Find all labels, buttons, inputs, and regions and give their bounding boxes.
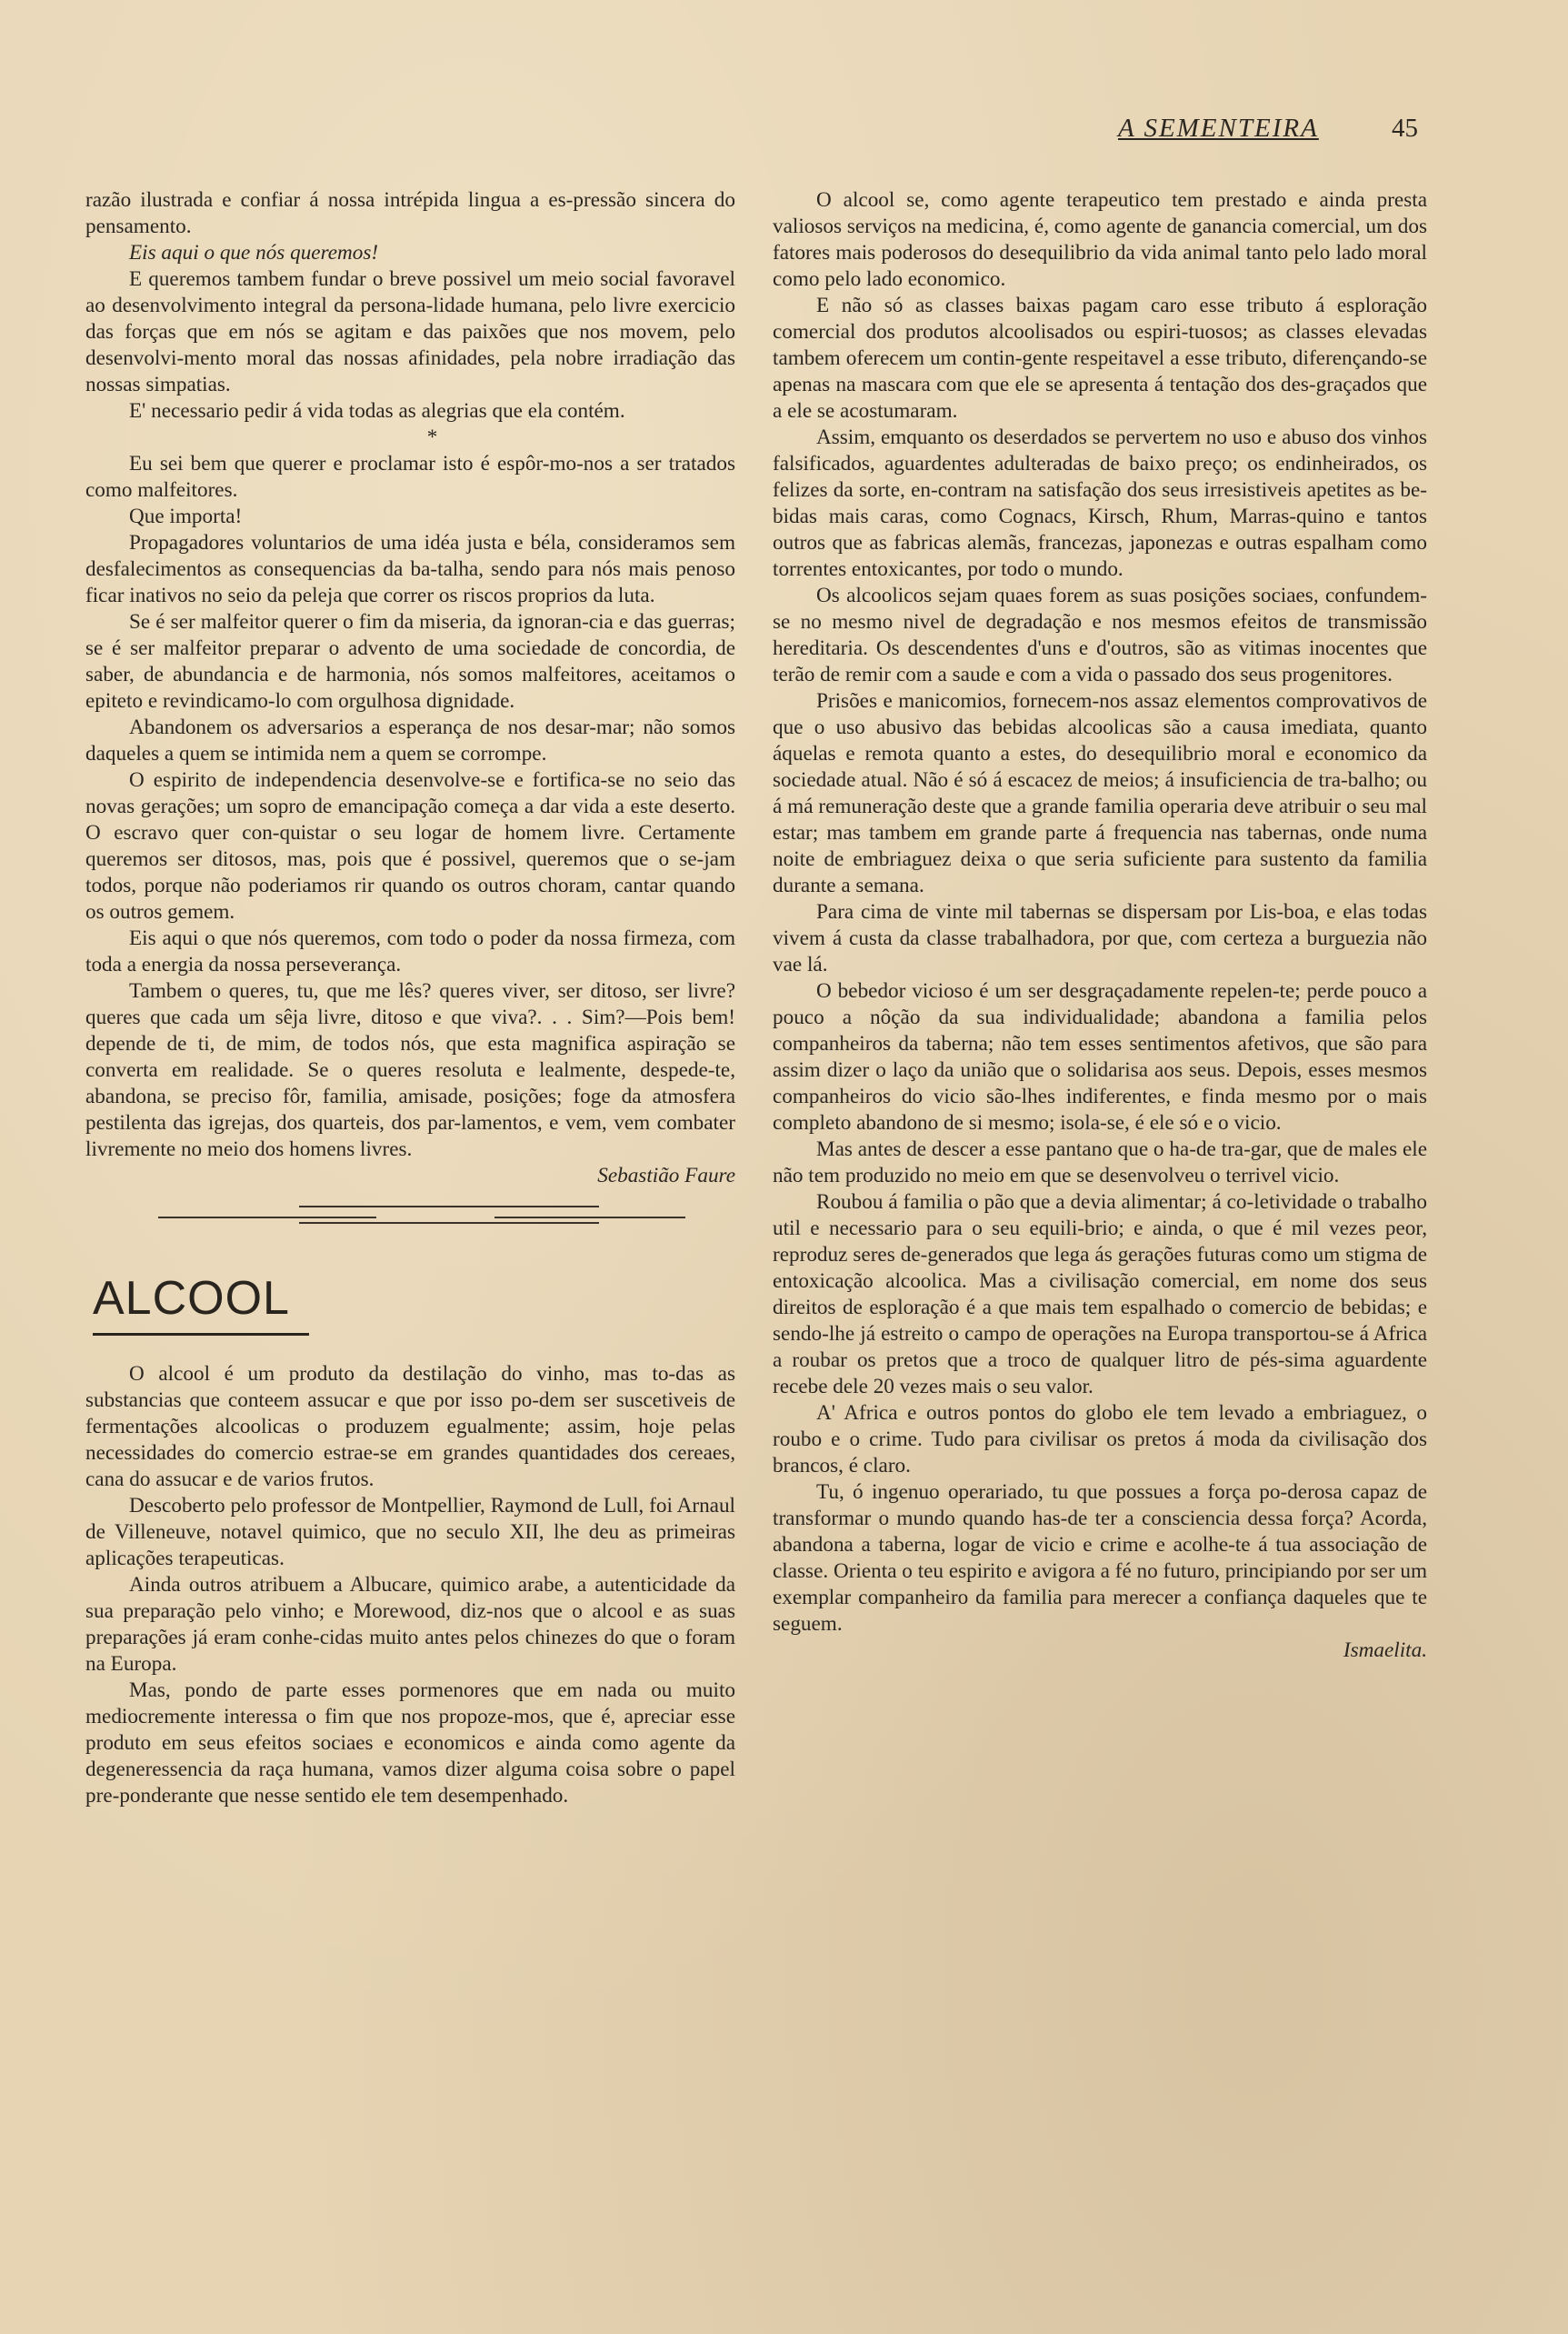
- section-separator: *: [426, 426, 438, 449]
- paragraph: Propagadores voluntarios de uma idéa justa e béla, consideramos sem desfalecimentos as consequencias da ba-talha, sendo para nós mais penoso ficar inativos no seio da peleja que correr os riscos proprios da luta.: [85, 531, 735, 607]
- paragraph: O espirito de independencia desenvolve-se e fortifica-se no seio das novas gerações; um sopro de emancipação começa a dar vida a este deserto. O escravo quer con-quistar o seu logar de homem livre. Certamente queremos ser ditosos, mas, pois que é possivel, queremos que o se-jam todos, porque não poderiamos rir quando os outros choram, cantar quando os outros gemem.: [85, 768, 735, 924]
- paragraph: Eis aqui o que nós queremos, com todo o poder da nossa firmeza, com toda a energia da nossa perseverança.: [85, 927, 735, 977]
- paragraph: E queremos tambem fundar o breve possivel um meio social favoravel ao desenvolvimento integral da persona-lidade humana, pelo livre exercicio das forças que em nós se agitam e das paixões que nos movem, pelo desenvolvi-mento moral das nossas afinidades, pela nobre irradiação das nossas simpatias.: [85, 267, 735, 396]
- page-header: [1118, 107, 1418, 144]
- paragraph: Eis aqui o que nós queremos!: [129, 241, 379, 265]
- paragraph: Que importa!: [129, 505, 243, 528]
- journal-title: A SEMENTEIRA: [1118, 114, 1319, 143]
- paragraph: O bebedor vicioso é um ser desgraçadamente repelen-te; perde pouco a pouco a nôção da sua individualidade; abandona a familia pelos companheiros da taberna; não tem esses sentimentos afetivos, que são para assim dizer o laço da união que o solidarisa aos seus. Depois, esses mesmos companheiros do vicio são-lhes indiferentes, e finda mesmo por o mais completo abandono de si mesmo; isola-se, é ele só e o vicio.: [773, 979, 1427, 1135]
- left-column: [85, 187, 735, 1809]
- author-signature: Sebastião Faure: [597, 1164, 735, 1187]
- paragraph: Prisões e manicomios, fornecem-nos assaz elementos comprovativos de que o uso abusivo das bebidas alcoolicas são a causa imediata, quanto áquelas e remota quanto a estes, do desequilibrio moral e economico da sociedade atual. Não é só á escacez de meios; á insuficiencia de tra-balho; ou á má remuneração deste que a grande familia operaria deve atribuir o seu mal estar; mas tambem em grande parte á frequencia nas tabernas, onde numa noite de embriaguez deixa o que seria suficiente para sustento da familia durante a semana.: [773, 689, 1427, 897]
- paragraph: Tambem o queres, tu, que me lês? queres viver, ser ditoso, ser livre? queres que cada um sêja livre, ditoso e que viva?. . . Sim?—Pois bem! depende de ti, de mim, de todos nós, que esta magnifica aspiração se converta em realidade. Se o queres resoluta e lealmente, despede-te, abandona, se preciso fôr, familia, amisade, posições; foge da atmosfera pestilenta das igrejas, dos quarteis, dos par-lamentos, e vem, vem combater livremente no meio dos homens livres.: [85, 979, 735, 1161]
- paragraph: O alcool se, como agente terapeutico tem prestado e ainda presta valiosos serviços na medicina, é, como agente de ganancia comercial, um dos fatores mais poderosos do desequilibrio da vida animal tanto pelo lado moral como pelo lado economico.: [773, 188, 1427, 291]
- paragraph: Roubou á familia o pão que a devia alimentar; á co-letividade o trabalho util e necessario para o seu equili-brio; e ainda, o que é mil vezes peor, reproduz seres de-generados que lega ás gerações futuras como um stigma de entoxicação alcoolica. Mas a civilisação comercial, em nome dos seus direitos de esploração é a que mais tem espalhado o comercio de bebidas; e sendo-lhe já estreito o campo de operações na Europa transportou-se á Africa a roubar os pretos que a troco de qualquer litro de pés-sima aguardente recebe dele 20 vezes mais o seu valor.: [773, 1190, 1427, 1398]
- paragraph: Abandonem os adversarios a esperança de nos desar-mar; não somos daqueles a quem se intimida nem a quem se corrompe.: [85, 716, 735, 766]
- heading-underline: [93, 1333, 309, 1336]
- decorative-rule: [85, 1200, 735, 1255]
- author-signature: Ismaelita.: [1343, 1638, 1427, 1662]
- paragraph: A' Africa e outros pontos do globo ele tem levado a embriaguez, o roubo e o crime. Tudo para civilisar os pretos á moda da civilisação dos brancos, é claro.: [773, 1401, 1427, 1478]
- paragraph: Os alcoolicos sejam quaes forem as suas posições sociaes, confundem-se no mesmo nivel de degradação e nos mesmos efeitos de transmissão hereditaria. Os descendentes d'uns e d'outros, são as vitimas inocentes que terão de remir com a saude e com a vida o passado dos seus progenitores.: [773, 584, 1427, 686]
- section-heading: ALCOOL: [93, 1272, 290, 1325]
- paragraph: Tu, ó ingenuo operariado, tu que possues a força po-derosa capaz de transformar o mundo quando has-de ter a consciencia dessa força? Acorda, abandona a taberna, logar de vicio e crime e acolhe-te á tua associação de classe. Orienta o teu espirito e avigora a fé no futuro, principiando por ser um exemplar companheiro da familia para merecer a confiança daqueles que te seguem.: [773, 1480, 1427, 1636]
- page-number: 45: [1392, 114, 1418, 143]
- paragraph: Para cima de vinte mil tabernas se dispersam por Lis-boa, e elas todas vivem á custa da classe trabalhadora, por que, com certeza a burguezia não vae lá.: [773, 900, 1427, 977]
- paragraph: E' necessario pedir á vida todas as alegrias que ela contém.: [129, 399, 625, 423]
- paragraph: Ainda outros atribuem a Albucare, quimico arabe, a autenticidade da sua preparação pelo vinho; e Morewood, diz-nos que o alcool e as suas preparações já eram conhe-cidas muito antes pelos chinezes do que o foram na Europa.: [85, 1573, 735, 1676]
- paragraph: Eu sei bem que querer e proclamar isto é espôr-mo-nos a ser tratados como malfeitores.: [85, 452, 735, 502]
- paragraph: Mas antes de descer a esse pantano que o ha-de tra-gar, que de males ele não tem produzido no meio em que se desenvolveu o terrivel vicio.: [773, 1137, 1427, 1187]
- paragraph: O alcool é um produto da destilação do vinho, mas to-das as substancias que conteem assucar e que por isso po-dem ser suscetiveis de fermentações alcoolicas o produzem egualmente; assim, hoje pelas necessidades do comercio estrae-se em grandes quantidades dos cereaes, cana do assucar e de varios frutos.: [85, 1362, 735, 1491]
- paragraph: Assim, emquanto os deserdados se pervertem no uso e abuso dos vinhos falsificados, aguardentes adulteradas de baixo preço; os endinheirados, os felizes da sorte, en-contram na satisfação dos seus irresistiveis apetites as be-bidas mais caras, como Cognacs, Kirsch, Rhum, Marras-quino e tantos outros que as fabricas alemãs, francezas, japonezas e outras espalham como torrentes entoxicantes, por todo o mundo.: [773, 426, 1427, 581]
- paragraph: Descoberto pelo professor de Montpellier, Raymond de Lull, foi Arnaul de Villeneuve, notavel quimico, que no seculo XII, lhe deu as primeiras aplicações terapeuticas.: [85, 1494, 735, 1570]
- paragraph: Se é ser malfeitor querer o fim da miseria, da ignoran-cia e das guerras; se é ser malfeitor preparar o advento de uma sociedade de concordia, de saber, de abundancia e de harmonia, nós somos malfeitores, aceitamos o epiteto e revindicamo-lo com orgulhosa dignidade.: [85, 610, 735, 713]
- paragraph: Mas, pondo de parte esses pormenores que em nada ou muito mediocremente interessa o fim que nos propoze-mos, que é, apreciar esse produto em seus efeitos sociaes e economicos e ainda como agente da degeneressencia da raça humana, vamos dizer alguma coisa sobre o papel pre-ponderante que nesse sentido ele tem desempenhado.: [85, 1678, 735, 1808]
- paragraph: E não só as classes baixas pagam caro esse tributo á esploração comercial dos produtos alcoolisados ou espiri-tuosos; as classes elevadas tambem oferecem um contin-gente respeitavel a esse tributo, diferençando-se apenas na mascara com que ele se apresenta á tentação dos des-graçados que a ele se acostumaram.: [773, 294, 1427, 423]
- right-column: [773, 187, 1427, 1664]
- paragraph: razão ilustrada e confiar á nossa intrépida lingua a es-pressão sincera do pensamento.: [85, 188, 735, 238]
